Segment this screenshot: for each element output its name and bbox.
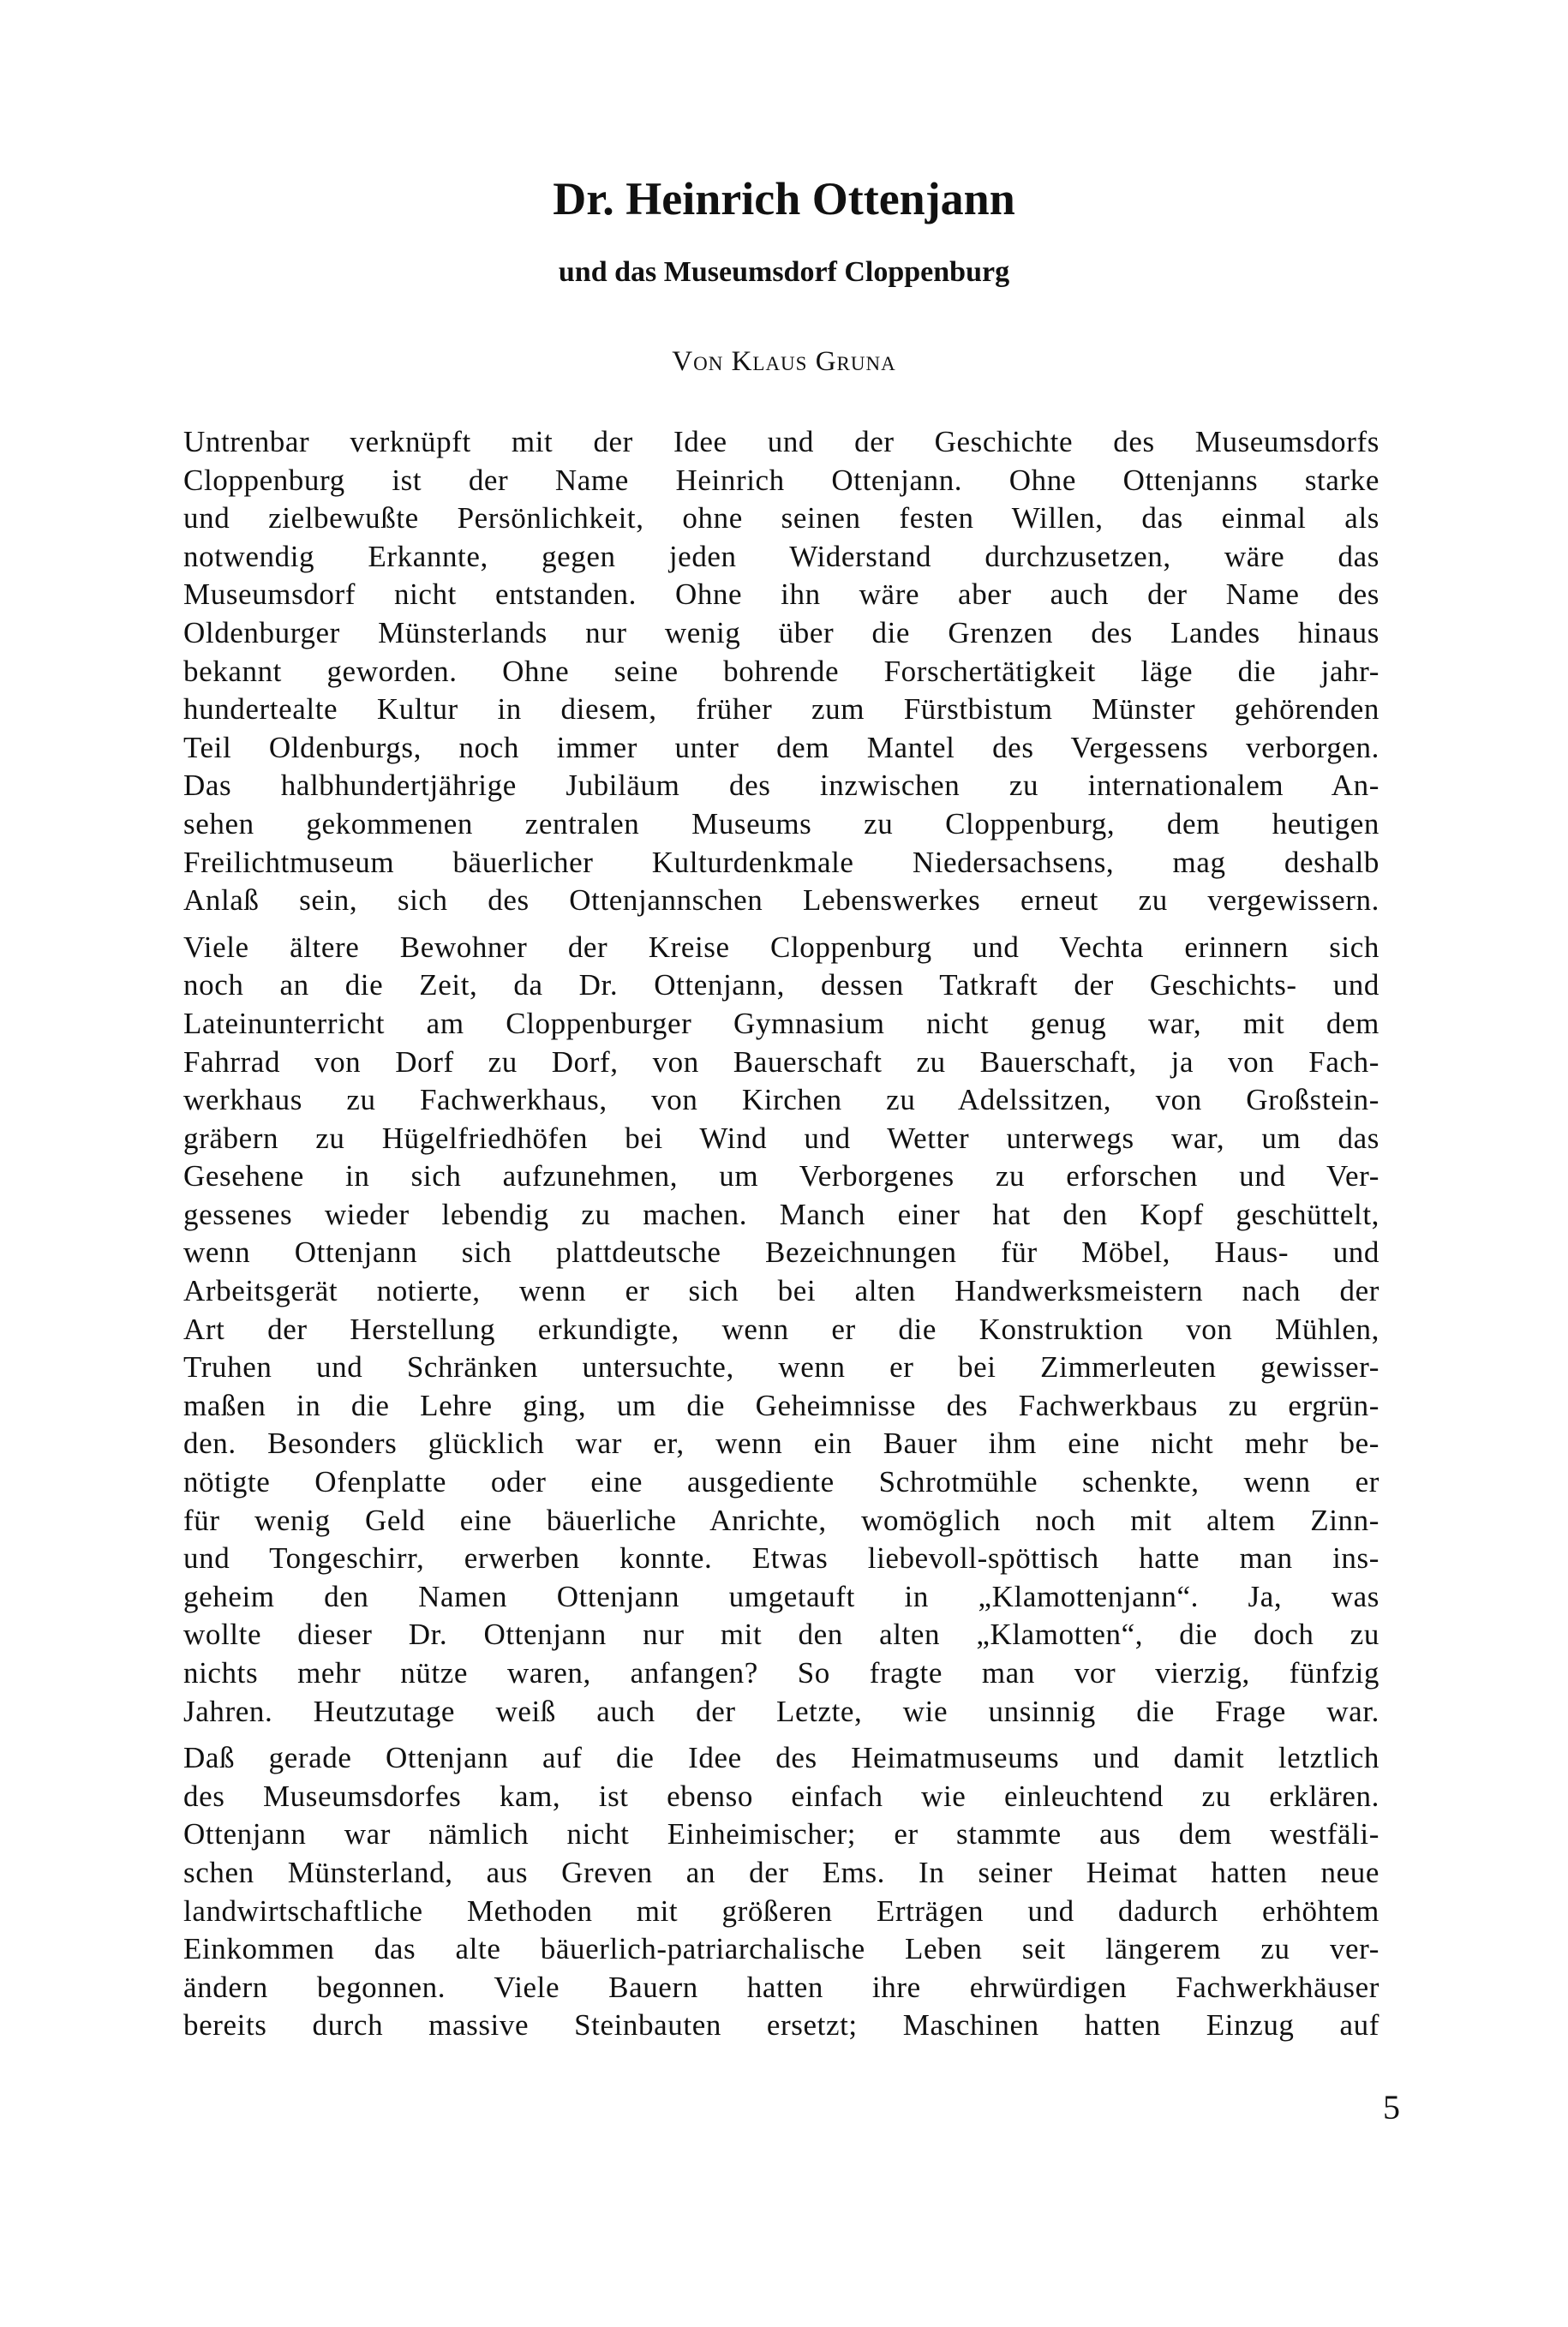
text-line: ändern begonnen. Viele Bauern hatten ihre ehrwürdigen Fachwerkhäuser: [183, 1970, 1379, 2004]
article-subtitle: und das Museumsdorf Cloppenburg: [558, 256, 1010, 288]
text-line: Museumsdorf nicht entstanden. Ohne ihn wäre aber auch der Name des: [183, 577, 1379, 612]
text-line: Truhen und Schränken untersuchte, wenn er bei Zimmerleuten gewisser-: [183, 1350, 1379, 1385]
text-line: sehen gekommenen zentralen Museums zu Cloppenburg, dem heutigen: [183, 806, 1379, 840]
text-line: Jahren. Heutzutage weiß auch der Letzte, wie unsinnig die Frage war.: [183, 1694, 1379, 1728]
text-line: Viele ältere Bewohner der Kreise Cloppenburg und Vechta erinnern sich: [183, 930, 1379, 964]
text-line: Freilichtmuseum bäuerlicher Kulturdenkmale Niedersachsens, mag deshalb: [183, 845, 1379, 879]
text-line: Gesehene in sich aufzunehmen, um Verborgenes zu erforschen und Ver-: [183, 1159, 1379, 1193]
text-line: Oldenburger Münsterlands nur wenig über die Grenzen des Landes hinaus: [183, 615, 1379, 649]
text-line: maßen in die Lehre ging, um die Geheimnisse des Fachwerkbaus zu ergrün-: [183, 1388, 1379, 1422]
text-line: Einkommen das alte bäuerlich-patriarchalische Leben seit längerem zu ver-: [183, 1932, 1379, 1966]
text-line: notwendig Erkannte, gegen jeden Widerstand durchzusetzen, wäre das: [183, 539, 1379, 573]
text-line: Fahrrad von Dorf zu Dorf, von Bauerschaft zu Bauerschaft, ja von Fach-: [183, 1044, 1379, 1079]
article-body: [183, 423, 1379, 2045]
text-line: Lateinunterricht am Cloppenburger Gymnasium nicht genug war, mit dem: [183, 1006, 1379, 1040]
text-line: den. Besonders glücklich war er, wenn ein Bauer ihm eine nicht mehr be-: [183, 1427, 1379, 1461]
text-line: Das halbhundertjährige Jubiläum des inzwischen zu internationalem An-: [183, 769, 1379, 803]
text-line: und zielbewußte Persönlichkeit, ohne seinen festen Willen, das einmal als: [183, 501, 1379, 535]
article-title: Dr. Heinrich Ottenjann: [553, 173, 1015, 224]
text-line: Ottenjann war nämlich nicht Einheimischer; er stammte aus dem westfäli-: [183, 1817, 1379, 1851]
text-line: Untrenbar verknüpft mit der Idee und der Geschichte des Museumsdorfs: [183, 425, 1379, 458]
text-line: schen Münsterland, aus Greven an der Ems. In seiner Heimat hatten neue: [183, 1855, 1379, 1889]
text-line: Cloppenburg ist der Name Heinrich Ottenjann. Ohne Ottenjanns starke: [183, 463, 1379, 497]
text-line: nötigte Ofenplatte oder eine ausgediente Schrotmühle schenkte, wenn er: [183, 1465, 1379, 1499]
text-line: wollte dieser Dr. Ottenjann nur mit den alten „Klamotten“, die doch zu: [183, 1618, 1379, 1652]
text-line: noch an die Zeit, da Dr. Ottenjann, dessen Tatkraft der Geschichts- und: [183, 968, 1379, 1002]
text-line: Arbeitsgerät notierte, wenn er sich bei alten Handwerksmeistern nach der: [183, 1274, 1379, 1308]
text-line: und Tongeschirr, erwerben konnte. Etwas liebevoll-spöttisch hatte man ins-: [183, 1541, 1379, 1576]
text-line: werkhaus zu Fachwerkhaus, von Kirchen zu Adelssitzen, von Großstein-: [183, 1083, 1379, 1117]
text-line: Teil Oldenburgs, noch immer unter dem Mantel des Vergessens verborgen.: [183, 730, 1379, 764]
text-line: Daß gerade Ottenjann auf die Idee des Heimatmuseums und damit letztlich: [183, 1741, 1379, 1775]
text-line: bekannt geworden. Ohne seine bohrende Forschertätigkeit läge die jahr-: [183, 654, 1379, 688]
text-line: wenn Ottenjann sich plattdeutsche Bezeichnungen für Möbel, Haus- und: [183, 1235, 1379, 1270]
text-line: geheim den Namen Ottenjann umgetauft in „Klamottenjann“. Ja, was: [183, 1579, 1379, 1613]
paragraph: [183, 1739, 1379, 2045]
text-line: Anlaß sein, sich des Ottenjannschen Lebenswerkes erneut zu vergewissern.: [183, 883, 1379, 918]
text-line: landwirtschaftliche Methoden mit größeren Erträgen und dadurch erhöhtem: [183, 1893, 1379, 1928]
text-line: des Museumsdorfes kam, ist ebenso einfach wie einleuchtend zu erklären.: [183, 1779, 1379, 1813]
text-line: für wenig Geld eine bäuerliche Anrichte, womöglich noch mit altem Zinn-: [183, 1503, 1379, 1537]
text-line: bereits durch massive Steinbauten ersetzt; Maschinen hatten Einzug auf: [183, 2008, 1379, 2043]
text-line: hundertealte Kultur in diesem, früher zum Fürstbistum Münster gehörenden: [183, 692, 1379, 727]
text-line: nichts mehr nütze waren, anfangen? So fragte man vor vierzig, fünfzig: [183, 1656, 1379, 1690]
paragraph: [183, 929, 1379, 1731]
text-line: gessenes wieder lebendig zu machen. Manch einer hat den Kopf geschüttelt,: [183, 1197, 1379, 1231]
text-line: Art der Herstellung erkundigte, wenn er die Konstruktion von Mühlen,: [183, 1312, 1379, 1346]
page-number: 5: [1383, 2088, 1400, 2127]
text-line: gräbern zu Hügelfriedhöfen bei Wind und Wetter unterwegs war, um das: [183, 1121, 1379, 1155]
author-byline: Von Klaus Gruna: [672, 346, 896, 377]
paragraph: [183, 423, 1379, 920]
